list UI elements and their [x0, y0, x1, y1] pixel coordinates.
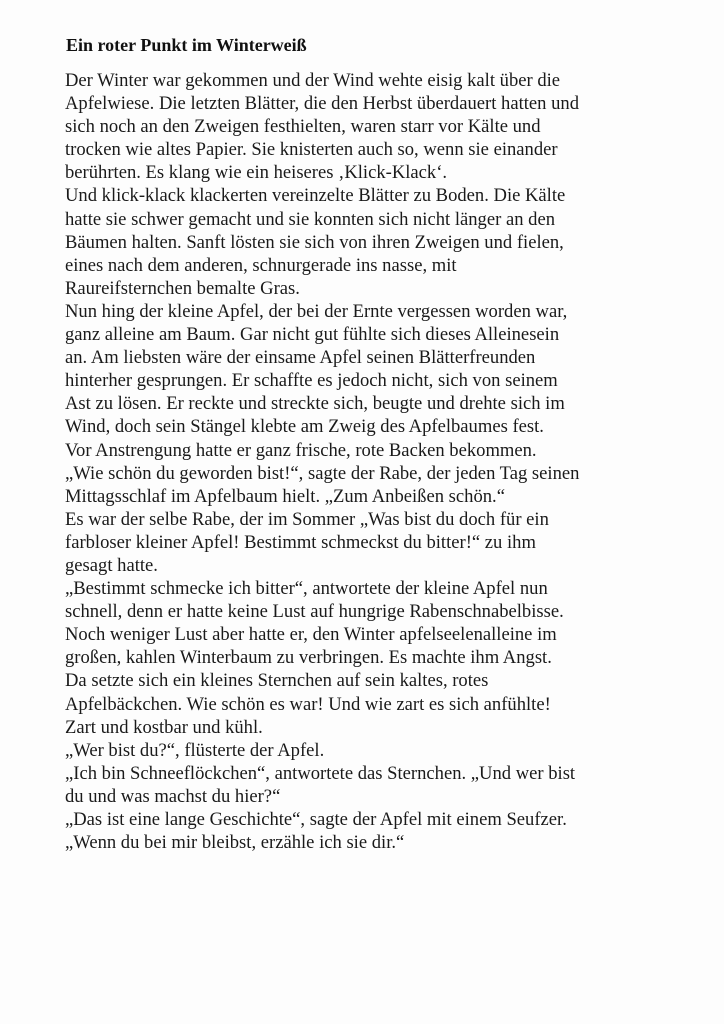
text-line: Ast zu lösen. Er reckte und streckte sich, beugte und drehte sich im: [65, 393, 565, 415]
text-line: hatte sie schwer gemacht und sie konnten sich nicht länger an den: [65, 208, 555, 230]
text-line: „Wer bist du?“, flüsterte der Apfel.: [65, 739, 325, 761]
text-line: Vor Anstrengung hatte er ganz frische, rote Backen bekommen.: [65, 439, 537, 461]
text-line: „Wie schön du geworden bist!“, sagte der Rabe, der jeden Tag seinen: [65, 462, 580, 484]
text-line: hinterher gesprungen. Er schaffte es jedoch nicht, sich von seinem: [65, 370, 558, 392]
story-body: [65, 69, 579, 854]
text-line: Bäumen halten. Sanft lösten sie sich von ihren Zweigen und fielen,: [65, 231, 564, 253]
text-line: „Wenn du bei mir bleibst, erzähle ich sie dir.“: [65, 832, 405, 854]
text-line: du und was machst du hier?“: [65, 785, 281, 807]
text-line: Der Winter war gekommen und der Wind wehte eisig kalt über die: [65, 70, 561, 91]
text-line: an. Am liebsten wäre der einsame Apfel seinen Blätterfreunden: [65, 347, 536, 369]
text-line: Mittagsschlaf im Apfelbaum hielt. „Zum Anbeißen schön.“: [65, 485, 505, 507]
text-line: Apfelbäckchen. Wie schön es war! Und wie zart es sich anfühlte!: [65, 693, 551, 715]
text-line: gesagt hatte.: [65, 554, 158, 576]
text-line: trocken wie altes Papier. Sie knisterten auch so, wenn sie einander: [65, 139, 558, 161]
text-line: Da setzte sich ein kleines Sternchen auf sein kaltes, rotes: [65, 670, 489, 692]
text-line: „Das ist eine lange Geschichte“, sagte der Apfel mit einem Seufzer.: [65, 809, 567, 830]
text-line: eines nach dem anderen, schnurgerade ins nasse, mit: [65, 254, 457, 276]
text-line: großen, kahlen Winterbaum zu verbringen. Es machte ihm Angst.: [65, 647, 552, 669]
text-line: Zart und kostbar und kühl.: [65, 716, 263, 738]
text-line: Und klick-klack klackerten vereinzelte Blätter zu Boden. Die Kälte: [65, 185, 566, 207]
text-line: Wind, doch sein Stängel klebte am Zweig des Apfelbaumes fest.: [65, 416, 544, 438]
text-line: Nun hing der kleine Apfel, der bei der Ernte vergessen worden war,: [65, 300, 568, 322]
text-line: Noch weniger Lust aber hatte er, den Winter apfelseelenalleine im: [65, 624, 557, 646]
story-title: Ein roter Punkt im Winterweiß: [66, 35, 307, 55]
text-line: schnell, denn er hatte keine Lust auf hungrige Rabenschnabelbisse.: [65, 601, 564, 623]
text-line: ganz alleine am Baum. Gar nicht gut fühlte sich dieses Alleinesein: [65, 324, 560, 346]
text-line: „Bestimmt schmecke ich bitter“, antwortete der kleine Apfel nun: [65, 578, 548, 600]
text-line: sich noch an den Zweigen festhielten, waren starr vor Kälte und: [65, 116, 541, 138]
text-line: farbloser kleiner Apfel! Bestimmt schmeckst du bitter!“ zu ihm: [65, 531, 536, 553]
text-line: Raureifsternchen bemalte Gras.: [65, 277, 300, 299]
text-line: „Ich bin Schneeflöckchen“, antwortete das Sternchen. „Und wer bist: [65, 762, 576, 784]
text-line: berührten. Es klang wie ein heiseres ‚Klick-Klack‘.: [65, 162, 448, 184]
text-line: Apfelwiese. Die letzten Blätter, die den Herbst überdauert hatten und: [65, 93, 580, 115]
text-line: Es war der selbe Rabe, der im Sommer „Was bist du doch für ein: [65, 508, 549, 530]
